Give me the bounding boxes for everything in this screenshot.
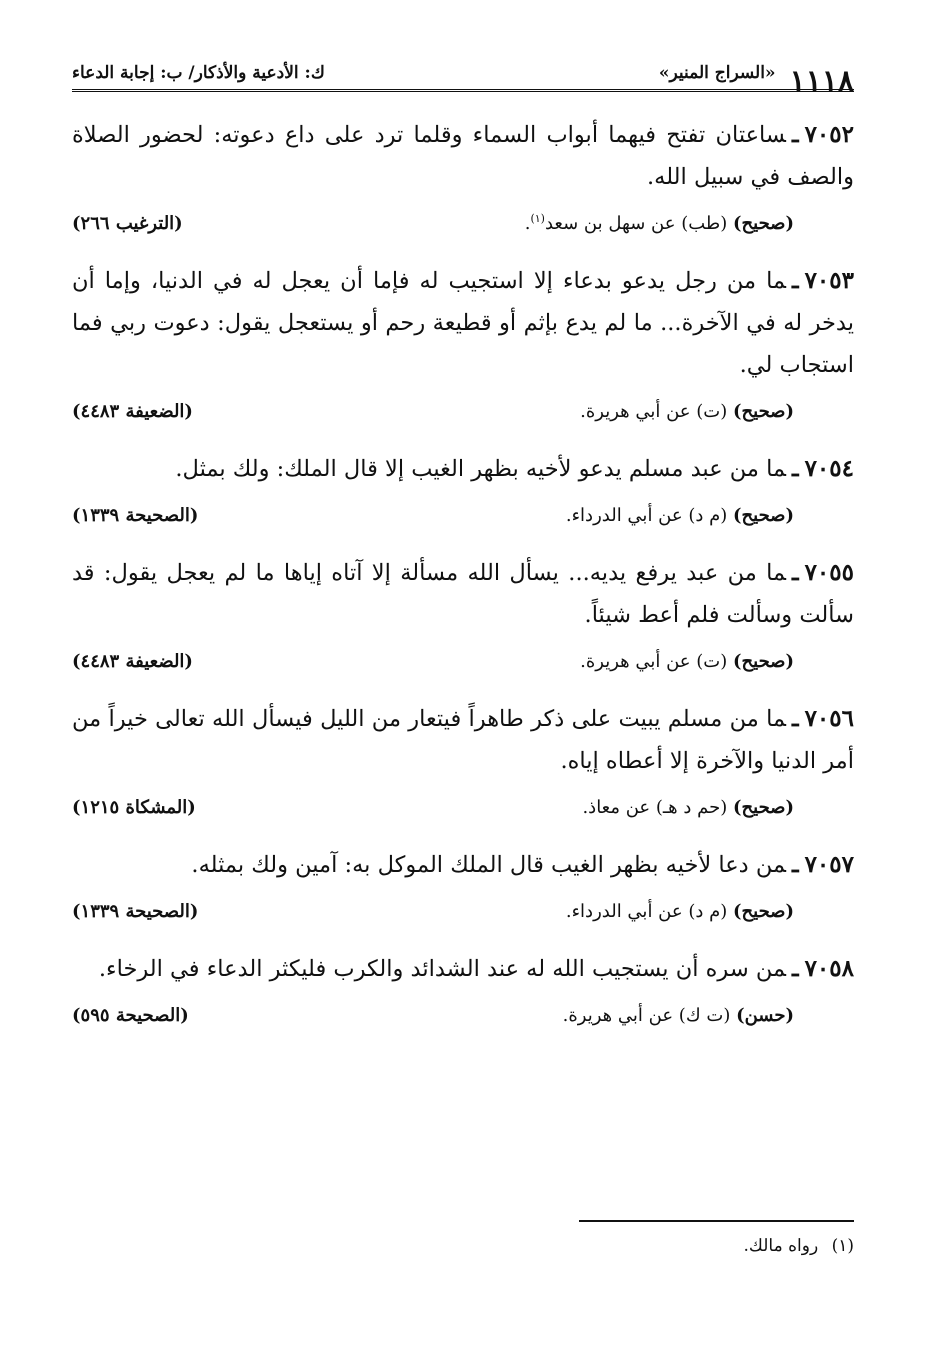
hadith-entry bbox=[72, 552, 854, 672]
hadith-text-block bbox=[72, 844, 854, 886]
hadith-source: (حم د هـ) عن معاذ. bbox=[582, 797, 728, 818]
hadith-number: ٧٠٥٦ bbox=[804, 705, 854, 732]
header-right bbox=[658, 53, 854, 99]
hadith-source: (طب) عن سهل بن سعد bbox=[544, 213, 728, 234]
hadith-source: (ت ك) عن أبي هريرة. bbox=[562, 1005, 731, 1026]
hadith-grade: (صحيح) bbox=[733, 901, 794, 922]
hadith-entry bbox=[72, 948, 854, 1026]
footnote-mark: (١) bbox=[530, 212, 545, 225]
footnote-rule bbox=[579, 1220, 854, 1222]
hadith-dash: ـ bbox=[791, 706, 799, 732]
hadith-text: ما من رجل يدعو بدعاء إلا استجيب له فإما أن يعجل له في الدنيا، وإما أن يدخر له في الآخرة... ما لم يدع بإثم أو قطيعة رحم أو يستعجل يقول: دعوت ربي فما استجاب لي. bbox=[72, 268, 854, 378]
hadith-entry bbox=[72, 698, 854, 818]
hadith-text-block bbox=[72, 448, 854, 490]
book-page bbox=[72, 48, 854, 1338]
hadith-number: ٧٠٥٣ bbox=[804, 267, 854, 294]
grade-line bbox=[72, 900, 854, 922]
hadith-list bbox=[72, 114, 854, 1026]
hadith-reference: (الترغيب ٢٦٦) bbox=[72, 213, 183, 234]
hadith-text: ساعتان تفتح فيهما أبواب السماء وقلما ترد على داع دعوته: لحضور الصلاة والصف في سبيل الله. bbox=[72, 122, 854, 190]
hadith-number: ٧٠٥٨ bbox=[804, 955, 854, 982]
hadith-grade: (صحيح) bbox=[733, 401, 794, 422]
hadith-dash: ـ bbox=[791, 852, 799, 878]
hadith-number: ٧٠٥٢ bbox=[804, 121, 854, 148]
grade-source bbox=[563, 1004, 854, 1026]
grade-line bbox=[72, 1004, 854, 1026]
hadith-entry bbox=[72, 114, 854, 234]
hadith-source: (ت) عن أبي هريرة. bbox=[580, 651, 728, 672]
chapter-title: ك: الأدعية والأذكار/ ب: إجابة الدعاء bbox=[72, 63, 325, 83]
hadith-grade: (صحيح) bbox=[733, 505, 794, 526]
hadith-number: ٧٠٥٧ bbox=[804, 851, 854, 878]
footnote-item bbox=[72, 1236, 854, 1256]
hadith-entry bbox=[72, 844, 854, 922]
hadith-text-block bbox=[72, 260, 854, 386]
hadith-reference: (الصحيحة ٥٩٥) bbox=[72, 1005, 189, 1026]
hadith-text: ما من عبد يرفع يديه... يسأل الله مسألة إلا آتاه إياها ما لم يعجل يقول: قد سألت وسألت فلم أعط شيئاً. bbox=[72, 560, 854, 628]
hadith-number: ٧٠٥٥ bbox=[804, 559, 854, 586]
hadith-dash: ـ bbox=[791, 956, 799, 982]
footnote-number: (١) bbox=[831, 1236, 854, 1256]
hadith-text-block bbox=[72, 114, 854, 198]
grade-line bbox=[72, 650, 854, 672]
grade-line bbox=[72, 212, 854, 234]
hadith-grade: (صحيح) bbox=[733, 213, 794, 234]
grade-source bbox=[566, 504, 854, 526]
hadith-text: من سره أن يستجيب الله له عند الشدائد والكرب فليكثر الدعاء في الرخاء. bbox=[98, 956, 786, 982]
hadith-source: (م د) عن أبي الدرداء. bbox=[565, 505, 728, 526]
grade-source bbox=[580, 400, 854, 422]
page-number: ١١١٨ bbox=[789, 64, 854, 99]
hadith-dash: ـ bbox=[791, 268, 799, 294]
page-header bbox=[72, 48, 854, 99]
hadith-text: ما من عبد مسلم يدعو لأخيه بظهر الغيب إلا قال الملك: ولك بمثل. bbox=[175, 456, 786, 482]
footnote-text: رواه مالك. bbox=[743, 1236, 819, 1256]
hadith-number: ٧٠٥٤ bbox=[804, 455, 854, 482]
grade-source bbox=[566, 900, 854, 922]
hadith-dash: ـ bbox=[791, 122, 799, 148]
hadith-source: (م د) عن أبي الدرداء. bbox=[565, 901, 728, 922]
hadith-text: ما من مسلم يبيت على ذكر طاهراً فيتعار من الليل فيسأل الله تعالى خيراً من أمر الدنيا والآخرة إلا أعطاه إياه. bbox=[72, 706, 854, 774]
hadith-source: (ت) عن أبي هريرة. bbox=[580, 401, 728, 422]
hadith-reference: (الضعيفة ٤٤٨٣) bbox=[72, 401, 193, 422]
hadith-reference: (المشكاة ١٢١٥) bbox=[72, 797, 196, 818]
grade-source bbox=[525, 212, 854, 234]
grade-line bbox=[72, 504, 854, 526]
footnotes bbox=[72, 1220, 854, 1256]
source-end: . bbox=[524, 213, 531, 234]
hadith-reference: (الضعيفة ٤٤٨٣) bbox=[72, 651, 193, 672]
hadith-text-block bbox=[72, 948, 854, 990]
hadith-text-block bbox=[72, 698, 854, 782]
hadith-reference: (الصحيحة ١٣٣٩) bbox=[72, 901, 199, 922]
hadith-entry bbox=[72, 448, 854, 526]
hadith-text: من دعا لأخيه بظهر الغيب قال الملك الموكل به: آمين ولك بمثله. bbox=[191, 852, 786, 878]
hadith-reference: (الصحيحة ١٣٣٩) bbox=[72, 505, 199, 526]
hadith-grade: (حسن) bbox=[736, 1005, 794, 1026]
hadith-dash: ـ bbox=[791, 560, 799, 586]
grade-source bbox=[582, 796, 854, 818]
grade-source bbox=[580, 650, 854, 672]
hadith-grade: (صحيح) bbox=[733, 797, 794, 818]
grade-line bbox=[72, 400, 854, 422]
grade-line bbox=[72, 796, 854, 818]
hadith-entry bbox=[72, 260, 854, 422]
hadith-dash: ـ bbox=[791, 456, 799, 482]
hadith-grade: (صحيح) bbox=[733, 651, 794, 672]
hadith-text-block bbox=[72, 552, 854, 636]
book-title: «السراج المنير» bbox=[658, 63, 776, 83]
